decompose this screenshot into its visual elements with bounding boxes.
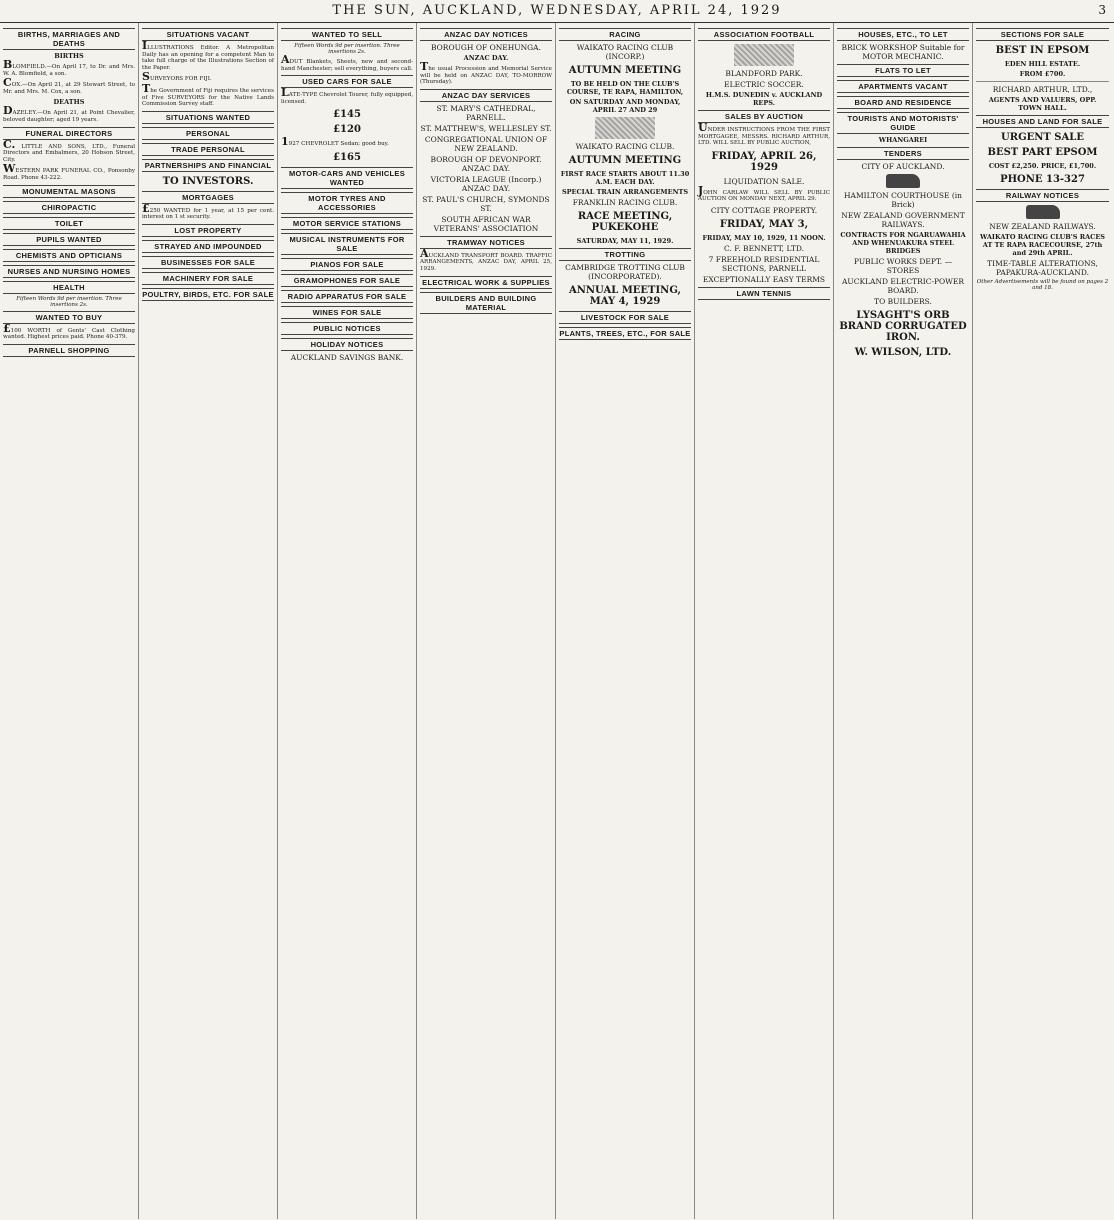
section-heading: PARNELL SHOPPING [3,344,135,357]
section-heading: APARTMENTS VACANT [837,80,969,93]
ad-headline: CONGREGATIONAL UNION OF NEW ZEALAND. [424,134,548,153]
rate-note: Fifteen Words 9d per insertion. Three insertions 2s. [16,295,122,308]
classified-ad: The Government of Fiji requires the services of Five SURVEYORS for the Native Lands Commission Survey staff. [142,81,274,108]
classified-ad: C. LITTLE AND SONS, LTD., Funeral Directors and Embalmers, 20 Hobson Street, City. [3,137,135,163]
section-heading: MUSICAL INSTRUMENTS FOR SALE [281,233,413,255]
section-heading: MORTGAGES [142,191,274,204]
ad-headline: AUTUMN MEETING [568,65,682,76]
section-heading: ASSOCIATION FOOTBALL [698,28,830,41]
classified-ad: 1927 CHEVROLET Sedan; good buy. [281,135,389,149]
column-4 [417,23,556,1219]
ad-headline: BEST PART EPSOM [987,147,1098,158]
section-heading: PUPILS WANTED [3,233,135,246]
ad-headline: LYSAGHT'S ORB BRAND CORRUGATED IRON. [839,310,967,343]
section-heading: RACING [559,28,691,41]
subheading-deaths: DEATHS [53,98,85,107]
section-heading: TOURISTS AND MOTORISTS' GUIDE [837,112,969,134]
section-heading: HOUSES AND LAND FOR SALE [976,115,1109,128]
section-heading: MOTOR SERVICE STATIONS [281,217,413,230]
section-heading: MOTOR-CARS AND VEHICLES WANTED [281,167,413,189]
ad-subheadline: WHANGAREI [878,136,928,144]
ad-subheadline: ON SATURDAY AND MONDAY, APRIL 27 AND 29 [569,98,681,114]
ad-headline: BOROUGH OF ONEHUNGA. [431,43,541,52]
ad-headline: BEST IN EPSOM [995,45,1090,56]
section-heading: USED CARS FOR SALE [281,75,413,88]
classified-ad: SURVEYORS FOR FIJI. [142,70,212,84]
classified-ad: JOHN CARLAW WILL SELL BY PUBLIC AUCTION ON MONDAY NEXT, APRIL 29. [698,183,830,203]
ad-headline: ST. PAUL'S CHURCH, SYMONDS ST. [422,194,550,213]
ad-headline: CITY COTTAGE PROPERTY. [710,205,818,215]
ad-subheadline: FRIDAY, MAY 10, 1929, 11 NOON. [702,233,826,242]
section-heading: CHEMISTS AND OPTICIANS [3,249,135,262]
ad-headline: BOROUGH OF DEVONPORT. ANZAC DAY. [430,154,542,173]
section-heading: HOUSES, ETC., TO LET [837,28,969,41]
classified-ad: ILLUSTRATIONS Editor. A Metropolitan Daily has an opening for a competent Man to take full charge of the Illustrations Section of the Paper. [142,39,274,71]
section-heading: MONUMENTAL MASONS [3,185,135,198]
section-heading: FUNERAL DIRECTORS [3,127,135,140]
section-heading: WANTED TO SELL [281,28,413,41]
column-6 [695,23,834,1219]
ad-subheadline: H.M.S. DUNEDIN v. AUCKLAND REPS. [705,91,823,107]
ad-headline: TO BUILDERS. [874,297,932,306]
section-heading: FLATS TO LET [837,64,969,77]
ad-headline: NEW ZEALAND RAILWAYS. [989,222,1096,231]
ad-headline: TIME-TABLE ALTERATIONS, PAPAKURA-AUCKLAND. [987,259,1098,277]
ad-headline: EXCEPTIONALLY EASY TERMS [702,274,826,284]
section-heading: PLANTS, TREES, ETC., FOR SALE [559,329,691,338]
ad-headline: RICHARD ARTHUR, LTD., [992,85,1093,94]
masthead [0,0,1114,23]
classified-ad: WESTERN PARK FUNERAL CO., Ponsonby Road. Phone 43-222. [3,162,135,181]
section-heading: TRAMWAY NOTICES [420,236,552,249]
ad-headline: C. F. BENNETT, LTD. [724,243,804,253]
ad-headline: WAIKATO RACING CLUB. [575,142,675,151]
section-heading: ANZAC DAY NOTICES [420,28,552,41]
classified-ad: LATE-TYPE Chevrolet Tourer, fully equipped, licensed. [281,86,413,105]
ad-headline: BLANDFORD PARK. [725,69,803,78]
ad-headline: 7 FREEHOLD RESIDENTIAL SECTIONS, PARNELL [708,254,820,273]
ad-headline: BRICK WORKSHOP Suitable for MOTOR MECHANIC. [841,43,965,61]
ad-headline: SOUTH AFRICAN WAR VETERANS' ASSOCIATION [433,214,539,233]
classified-ad: ADUT Blankets, Sheets, new and second-hand Manchester; sell everything, buyers call. [281,53,413,72]
section-heading: TRADE PERSONAL [142,143,274,156]
section-heading: STRAYED AND IMPOUNDED [142,240,274,253]
column-1 [0,23,139,1219]
divider [976,81,1109,82]
subheading-births: BIRTHS [54,52,84,60]
section-heading: TOILET [3,217,135,230]
column-2 [139,23,278,1219]
ad-headline: VICTORIA LEAGUE (Incorp.) ANZAC DAY. [430,174,542,193]
section-heading: BUSINESSES FOR SALE [142,256,274,269]
section-heading: POULTRY, BIRDS, ETC. FOR SALE [142,289,274,299]
ad-headline: URGENT SALE [1001,132,1084,143]
ad-headline: TO INVESTORS. [162,175,254,187]
column-3 [278,23,417,1219]
section-heading: WANTED TO BUY [3,311,135,324]
section-heading: PERSONAL [142,127,274,140]
section-heading: PARTNERSHIPS AND FINANCIAL [142,159,274,172]
classified-ad: The usual Procession and Memorial Service will be held on ANZAC DAY, TO-MORROW (Thursday). [420,60,552,86]
ad-headline: RACE MEETING, PUKEKOHE [577,211,673,233]
section-heading: NURSES AND NURSING HOMES [3,265,135,278]
section-heading: PIANOS FOR SALE [281,258,413,271]
ad-subheadline: FROM £700. [1019,70,1066,78]
classified-ad: £250 WANTED for 1 year, at 15 per cent. interest on 1 st security. [142,201,274,221]
section-heading: HOLIDAY NOTICES [281,338,413,351]
section-heading: BIRTHS, MARRIAGES AND DEATHS [3,28,135,50]
ad-headline: FRANKLIN RACING CLUB. [572,198,678,207]
price: £120 [333,124,361,136]
section-heading: BUILDERS AND BUILDING MATERIAL [420,292,552,314]
section-heading: MOTOR TYRES AND ACCESSORIES [281,192,413,214]
ad-headline: AUCKLAND SAVINGS BANK. [290,352,404,362]
section-heading: SITUATIONS WANTED [142,111,274,124]
ad-headline: W. WILSON, LTD. [854,347,952,358]
footballer-illustration [734,44,794,66]
section-heading: LAWN TENNIS [698,287,830,300]
classified-ad: AUCKLAND TRANSPORT BOARD. TRAFFIC ARRANGEMENTS, ANZAC DAY, APRIL 25, 1929. [420,246,552,272]
ad-headline: LIQUIDATION SALE. [723,176,805,186]
price: £145 [333,109,361,121]
section-heading: BOARD AND RESIDENCE [837,96,969,109]
ad-headline: CAMBRIDGE TROTTING CLUB (INCORPORATED). [565,263,685,281]
section-heading: RAILWAY NOTICES [976,189,1109,202]
classified-ad: £100 WORTH of Gents' Cast Clothing wanted. Highest prices paid. Phone 40-379. [3,321,135,341]
classified-ad: UNDER INSTRUCTIONS FROM THE FIRST MORTGAGEE, MESSRS. RICHARD ARTHUR, LTD. WILL SELL BY PUBLIC AUCTION, [698,121,830,147]
classified-ad: BLOMFIELD.—On April 17, to Dr. and Mrs. W. A. Blomfield, a son. [3,58,135,77]
column-7 [834,23,973,1219]
page-number: 3 [1098,3,1106,17]
classified-ad: DAZELEY.—On April 21, at Point Chevalier, beloved daughter; aged 19 years. [3,104,135,123]
section-heading: CHIROPACTIC [3,201,135,214]
section-heading: MACHINERY FOR SALE [142,272,274,285]
column-5 [556,23,695,1219]
ad-headline: AUCKLAND ELECTRIC-POWER BOARD. [841,277,964,295]
section-heading: ANZAC DAY SERVICES [420,89,552,102]
footer-note: Other Advertisements will be found on pages 2 and 18. [976,279,1109,291]
section-heading: TROTTING [559,248,691,261]
ad-headline: ANNUAL MEETING, MAY 4, 1929 [569,285,681,307]
ad-headline: CITY OF AUCKLAND. [861,162,945,171]
ad-headline: ST. MARY'S CATHEDRAL, PARNELL. [436,103,536,122]
section-heading: WINES FOR SALE [281,306,413,319]
ad-subheadline: TO BE HELD ON THE CLUB'S COURSE, TE RAPA, HAMILTON, [566,80,684,96]
ad-subheadline: SPECIAL TRAIN ARRANGEMENTS [561,188,689,196]
ad-subheadline: AGENTS AND VALUERS, OPP. TOWN HALL. [988,96,1097,112]
ad-subheadline: FIRST RACE STARTS ABOUT 11.30 A.M. EACH DAY. [560,170,690,186]
ad-headline: ST. MATTHEW'S, WELLESLEY ST. [420,123,552,133]
ad-headline: FRIDAY, APRIL 26, 1929 [711,150,817,173]
ad-headline: FRIDAY, MAY 3, [719,218,809,230]
column-8 [973,23,1112,1219]
ad-subheadline: COST £2,250. PRICE, £1,700. [988,162,1097,170]
ad-headline: AUTUMN MEETING [568,155,682,166]
ad-headline: ELECTRIC SOCCER. [724,80,804,89]
section-heading: HEALTH [3,281,135,294]
section-heading: RADIO APPARATUS FOR SALE [281,290,413,303]
section-heading: SECTIONS FOR SALE [976,28,1109,41]
section-heading: GRAMOPHONES FOR SALE [281,274,413,287]
section-heading: PUBLIC NOTICES [281,322,413,335]
locomotive-icon [1026,205,1060,219]
ad-headline: PHONE 13-327 [1000,174,1085,185]
ad-headline: NEW ZEALAND GOVERNMENT RAILWAYS. [841,211,965,229]
rate-note: Fifteen Words 9d per insertion. Three insertions 2s. [294,43,400,55]
section-heading: SITUATIONS VACANT [142,28,274,41]
columns [0,23,1114,1219]
section-heading: SALES BY AUCTION [698,110,830,123]
section-heading: ELECTRICAL WORK & SUPPLIES [420,276,552,289]
locomotive-icon [886,174,920,188]
ad-headline: HAMILTON COURTHOUSE (in Brick) [844,191,962,209]
ad-subheadline: SATURDAY, MAY 11, 1929. [576,237,674,245]
horse-racing-illustration [595,117,655,139]
section-heading: LIVESTOCK FOR SALE [559,311,691,324]
price: £165 [333,151,361,163]
ad-subheadline: WAIKATO RACING CLUB'S RACES AT TE RAPA RACECOURSE, 27th and 29th APRIL. [980,233,1105,257]
ad-headline: WAIKATO RACING CLUB (INCORP.) [576,43,674,61]
ad-subheadline: CONTRACTS FOR NGARUAWAHIA AND WHENUAKURA STEEL BRIDGES [840,231,966,255]
ad-subheadline: EDEN HILL ESTATE. [1004,60,1081,68]
ad-subheadline: ANZAC DAY. [463,54,509,62]
section-heading: LOST PROPERTY [142,224,274,237]
classified-ad: COX.—On April 21, at 29 Stewart Street, to Mr. and Mrs. M. Cox, a son. [3,76,135,95]
newspaper-title: THE SUN, AUCKLAND, WEDNESDAY, APRIL 24, 1929 [332,3,782,18]
section-heading: TENDERS [837,147,969,160]
ad-headline: PUBLIC WORKS DEPT. — STORES [853,257,953,275]
